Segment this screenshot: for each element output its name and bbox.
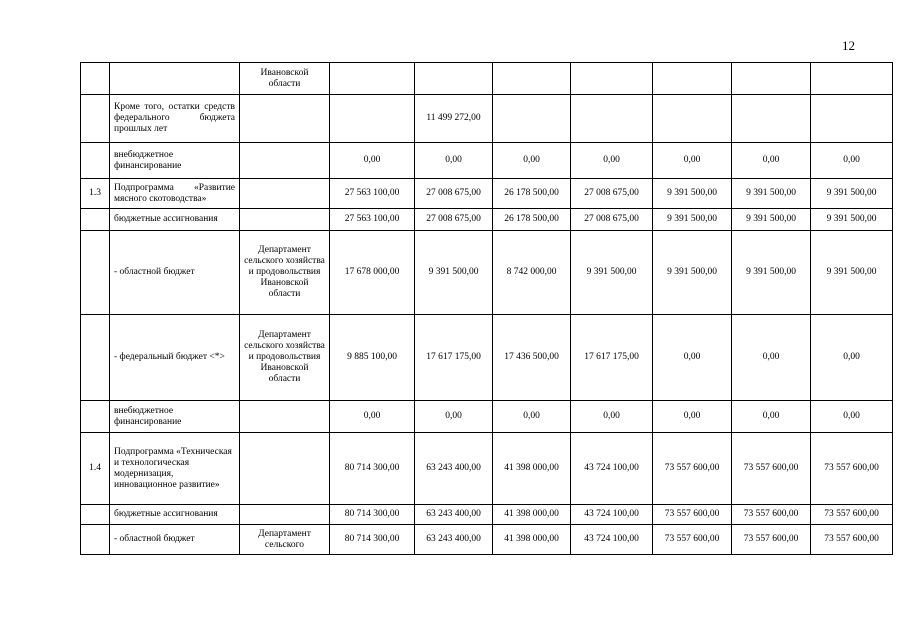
row-number [81, 231, 110, 315]
value-cell [732, 63, 811, 95]
table-row [81, 525, 893, 555]
value-cell [493, 63, 571, 95]
row-number [81, 143, 110, 179]
value-cell: 43 724 100,00 [571, 505, 653, 525]
value-cell: 0,00 [330, 401, 415, 433]
table-row [81, 433, 893, 505]
value-cell: 73 557 600,00 [732, 433, 811, 505]
value-cell: 0,00 [493, 143, 571, 179]
value-cell: 80 714 300,00 [330, 505, 415, 525]
value-cell: 17 436 500,00 [493, 315, 571, 401]
value-cell [732, 95, 811, 143]
value-cell: 41 398 000,00 [493, 505, 571, 525]
value-cell: 0,00 [415, 143, 493, 179]
table-row [81, 179, 893, 209]
row-executor [240, 95, 330, 143]
row-number [81, 209, 110, 231]
value-cell: 0,00 [653, 315, 732, 401]
value-cell: 0,00 [732, 143, 811, 179]
value-cell: 9 391 500,00 [811, 209, 893, 231]
value-cell: 27 008 675,00 [415, 209, 493, 231]
value-cell: 0,00 [732, 401, 811, 433]
value-cell: 41 398 000,00 [493, 433, 571, 505]
value-cell: 9 885 100,00 [330, 315, 415, 401]
value-cell: 0,00 [653, 401, 732, 433]
value-cell: 0,00 [811, 143, 893, 179]
value-cell [330, 95, 415, 143]
row-number [81, 525, 110, 555]
value-cell: 8 742 000,00 [493, 231, 571, 315]
value-cell: 9 391 500,00 [653, 209, 732, 231]
value-cell: 9 391 500,00 [732, 209, 811, 231]
value-cell: 80 714 300,00 [330, 433, 415, 505]
value-cell [811, 63, 893, 95]
row-number [81, 505, 110, 525]
row-executor [240, 209, 330, 231]
value-cell: 63 243 400,00 [415, 525, 493, 555]
value-cell: 0,00 [330, 143, 415, 179]
row-executor [240, 179, 330, 209]
row-number [81, 315, 110, 401]
row-name: Подпрограмма «Развитие мясного скотоводства» [110, 179, 240, 209]
value-cell: 9 391 500,00 [811, 231, 893, 315]
table-row [81, 95, 893, 143]
value-cell: 73 557 600,00 [732, 525, 811, 555]
table-row [81, 63, 893, 95]
value-cell: 17 617 175,00 [571, 315, 653, 401]
value-cell: 27 563 100,00 [330, 209, 415, 231]
value-cell: 9 391 500,00 [811, 179, 893, 209]
value-cell [415, 63, 493, 95]
value-cell: 9 391 500,00 [653, 231, 732, 315]
row-name: бюджетные ассигнования [110, 505, 240, 525]
row-name: внебюджетное финансирование [110, 401, 240, 433]
value-cell: 0,00 [653, 143, 732, 179]
table-row [81, 315, 893, 401]
row-executor: Департамент сельского хозяйства и продовольствия Ивановской области [240, 231, 330, 315]
value-cell: 9 391 500,00 [732, 179, 811, 209]
value-cell: 63 243 400,00 [415, 433, 493, 505]
value-cell [653, 95, 732, 143]
value-cell: 17 617 175,00 [415, 315, 493, 401]
value-cell: 27 008 675,00 [415, 179, 493, 209]
table-row [81, 505, 893, 525]
value-cell: 73 557 600,00 [811, 505, 893, 525]
row-number: 1.4 [81, 433, 110, 505]
value-cell: 0,00 [811, 401, 893, 433]
row-number [81, 63, 110, 95]
value-cell: 73 557 600,00 [653, 433, 732, 505]
value-cell: 43 724 100,00 [571, 525, 653, 555]
row-name: внебюджетное финансирование [110, 143, 240, 179]
row-executor [240, 143, 330, 179]
value-cell: 9 391 500,00 [653, 179, 732, 209]
value-cell: 0,00 [571, 143, 653, 179]
value-cell: 43 724 100,00 [571, 433, 653, 505]
value-cell: 63 243 400,00 [415, 505, 493, 525]
value-cell [571, 95, 653, 143]
value-cell [653, 63, 732, 95]
row-name: - областной бюджет [110, 231, 240, 315]
value-cell: 0,00 [493, 401, 571, 433]
value-cell [811, 95, 893, 143]
table-row [81, 401, 893, 433]
row-executor: Ивановской области [240, 63, 330, 95]
value-cell [493, 95, 571, 143]
row-executor: Департамент сельского хозяйства и продовольствия Ивановской области [240, 315, 330, 401]
row-executor [240, 433, 330, 505]
value-cell: 27 008 675,00 [571, 209, 653, 231]
value-cell: 9 391 500,00 [415, 231, 493, 315]
row-executor [240, 505, 330, 525]
value-cell: 11 499 272,00 [415, 95, 493, 143]
value-cell: 0,00 [811, 315, 893, 401]
value-cell: 73 557 600,00 [653, 505, 732, 525]
value-cell: 73 557 600,00 [811, 433, 893, 505]
value-cell: 41 398 000,00 [493, 525, 571, 555]
value-cell [330, 63, 415, 95]
page-number: 12 [842, 38, 855, 53]
value-cell [571, 63, 653, 95]
row-number [81, 95, 110, 143]
value-cell: 0,00 [571, 401, 653, 433]
row-number: 1.3 [81, 179, 110, 209]
row-number [81, 401, 110, 433]
budget-table [80, 62, 893, 555]
table-row [81, 143, 893, 179]
value-cell: 17 678 000,00 [330, 231, 415, 315]
value-cell: 26 178 500,00 [493, 209, 571, 231]
value-cell: 27 563 100,00 [330, 179, 415, 209]
row-name: - областной бюджет [110, 525, 240, 555]
value-cell: 73 557 600,00 [732, 505, 811, 525]
row-name: Подпрограмма «Техническая и технологическая модернизация, инновационное развитие» [110, 433, 240, 505]
table-row [81, 209, 893, 231]
value-cell: 27 008 675,00 [571, 179, 653, 209]
row-executor [240, 401, 330, 433]
value-cell: 73 557 600,00 [653, 525, 732, 555]
value-cell: 0,00 [415, 401, 493, 433]
value-cell: 0,00 [732, 315, 811, 401]
value-cell: 9 391 500,00 [732, 231, 811, 315]
row-name: бюджетные ассигнования [110, 209, 240, 231]
value-cell: 80 714 300,00 [330, 525, 415, 555]
value-cell: 73 557 600,00 [811, 525, 893, 555]
value-cell: 26 178 500,00 [493, 179, 571, 209]
row-name [110, 63, 240, 95]
row-executor: Департамент сельского [240, 525, 330, 555]
row-name: - федеральный бюджет <*> [110, 315, 240, 401]
value-cell: 9 391 500,00 [571, 231, 653, 315]
row-name: Кроме того, остатки средств федерального бюджета прошлых лет [110, 95, 240, 143]
table-row [81, 231, 893, 315]
